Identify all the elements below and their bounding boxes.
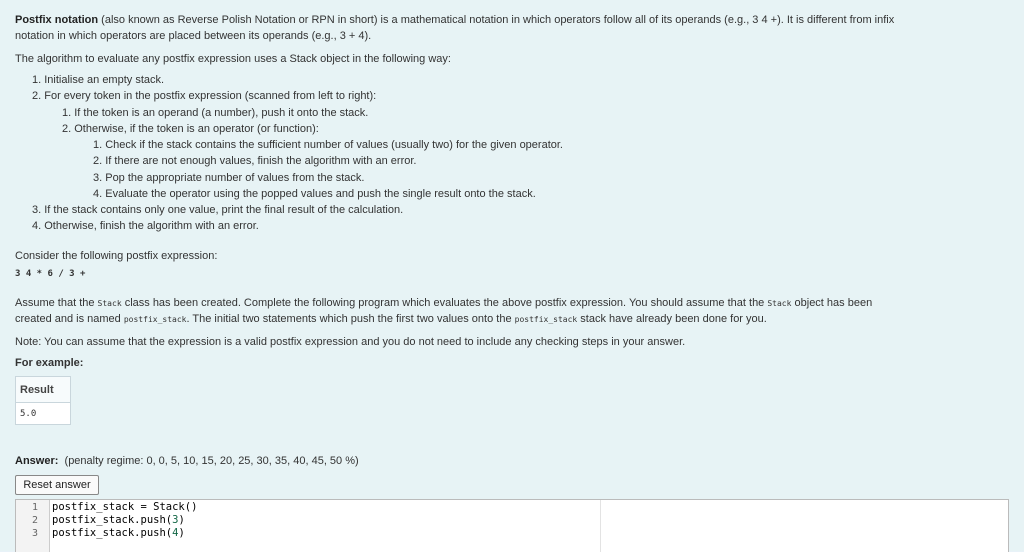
- assume-text-e: . The initial two statements which push the first two values onto the: [186, 313, 515, 325]
- code-line-2-pre: postfix_stack.push(: [52, 514, 173, 526]
- answer-line: [15, 453, 359, 469]
- code-line-3[interactable]: [52, 527, 185, 540]
- postfix-expression: 3 4 * 6 / 3 +: [15, 269, 86, 279]
- intro-line-1: [15, 12, 894, 28]
- result-value: 5.0: [16, 403, 71, 425]
- step-2-2: 2. Otherwise, if the token is an operator (or function):: [62, 123, 319, 135]
- intro-line-2: notation in which operators are placed between its operands (e.g., 3 + 4).: [15, 30, 372, 42]
- step-1: 1. Initialise an empty stack.: [32, 74, 165, 86]
- code-line-2[interactable]: [52, 514, 185, 527]
- assume-text-b: class has been created. Complete the following program which evaluates the above postfix expression. You should assume that the: [121, 297, 768, 309]
- print-margin: [600, 500, 601, 552]
- stack-object-code: Stack: [767, 299, 792, 308]
- step-3: 3. If the stack contains only one value, print the final result of the calculation.: [32, 204, 404, 216]
- line-number-3: 3: [31, 528, 38, 539]
- example-result-table: [15, 376, 71, 425]
- line-number-gutter: [16, 500, 50, 552]
- penalty-regime: (penalty regime: 0, 0, 5, 10, 15, 20, 25, 30, 35, 40, 45, 50 %): [64, 455, 359, 467]
- assume-line-2: [15, 311, 767, 328]
- step-2-2-3: 3. Pop the appropriate number of values from the stack.: [93, 172, 365, 184]
- step-4: 4. Otherwise, finish the algorithm with an error.: [32, 220, 259, 232]
- step-2-1: 1. If the token is an operand (a number), push it onto the stack.: [62, 107, 369, 119]
- code-editor[interactable]: [15, 499, 1009, 552]
- step-2-2-1: 1. Check if the stack contains the sufficient number of values (usually two) for the given operator.: [93, 139, 563, 151]
- result-header: Result: [16, 377, 71, 403]
- answer-label: Answer:: [15, 455, 59, 467]
- postfix-stack-code-2: postfix_stack: [514, 315, 578, 324]
- reset-answer-button[interactable]: Reset answer: [15, 475, 99, 495]
- assume-text-c: object has been: [791, 297, 873, 309]
- intro-text: (also known as Reverse Polish Notation or RPN in short) is a mathematical notation in which operators follow all of its operands (e.g., 3 4 +). It is different from infix: [98, 14, 895, 26]
- for-example-label: For example:: [15, 357, 84, 369]
- line-number-2: 2: [31, 515, 38, 526]
- intro-term: Postfix notation: [15, 14, 99, 26]
- step-2-2-4: 4. Evaluate the operator using the popped values and push the single result onto the stack.: [93, 188, 536, 200]
- code-line-2-post: ): [178, 514, 185, 526]
- algorithm-intro: The algorithm to evaluate any postfix expression uses a Stack object in the following way:: [15, 53, 451, 65]
- assume-text-d: created and is named: [15, 313, 124, 325]
- note-text: Note: You can assume that the expression is a valid postfix expression and you do not need to include any checking steps in your answer.: [15, 336, 686, 348]
- code-line-1[interactable]: postfix_stack = Stack(): [52, 501, 198, 513]
- assume-line-1: [15, 295, 872, 312]
- step-2-2-2: 2. If there are not enough values, finish the algorithm with an error.: [93, 155, 417, 167]
- line-number-1: 1: [31, 502, 38, 513]
- consider-text: Consider the following postfix expression:: [15, 250, 218, 262]
- stack-class-code: Stack: [97, 299, 122, 308]
- assume-text-a: Assume that the: [15, 297, 98, 309]
- code-line-3-post: ): [178, 527, 185, 539]
- code-line-3-number: 4: [172, 527, 179, 539]
- step-2: 2. For every token in the postfix expression (scanned from left to right):: [32, 90, 377, 102]
- code-line-2-number: 3: [172, 514, 179, 526]
- postfix-stack-code: postfix_stack: [123, 315, 187, 324]
- assume-text-f: stack have already been done for you.: [577, 313, 767, 325]
- code-line-3-pre: postfix_stack.push(: [52, 527, 173, 539]
